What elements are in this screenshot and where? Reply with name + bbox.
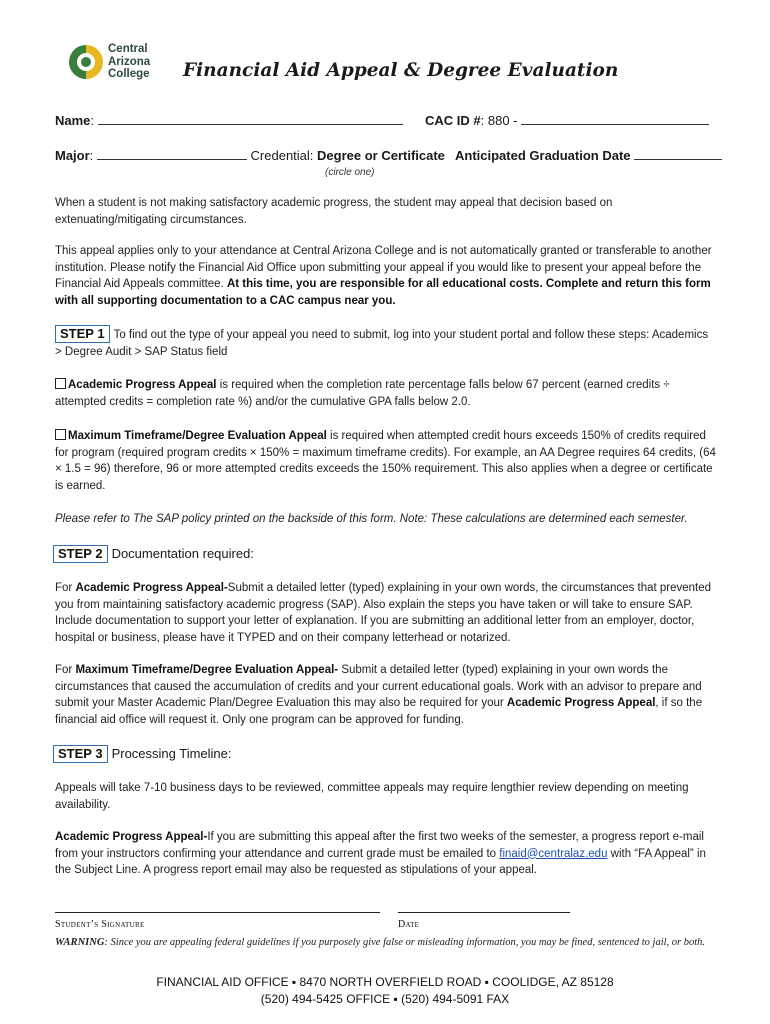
step2-heading: Documentation required:	[111, 546, 254, 561]
logo-line-2: Arizona	[108, 55, 151, 68]
step2-p2-tail: , if so the financial aid office will request it. Only one program can be approved for funding.	[55, 697, 703, 726]
step2-paragraph-2	[55, 662, 717, 728]
name-field-row: Name:	[55, 113, 403, 128]
logo-line-1: Central	[108, 43, 148, 55]
sap-policy-note-text: Please refer to The SAP policy printed on the backside of this form. Note: These calculations are determined each semester.	[55, 513, 688, 525]
step2-p1-bold: Academic Progress Appeal-	[75, 582, 228, 594]
warning-note	[55, 936, 715, 950]
graduation-label: Anticipated Graduation Date	[455, 148, 631, 163]
footer-phone: (520) 494-5425 OFFICE ▪ (520) 494-5091 FAX	[260, 992, 510, 1006]
academic-progress-title: Academic Progress Appeal	[68, 379, 217, 391]
step2-p2-bold2: Academic Progress Appeal	[506, 697, 656, 709]
footer-address: FINANCIAL AID OFFICE ▪ 8470 NORTH OVERFIELD ROAD ▪ COOLIDGE, AZ 85128	[156, 975, 614, 989]
step2-p2-prefix: For	[55, 664, 76, 676]
step3-paragraph-2	[55, 829, 717, 879]
step3-p2-text: If you are submitting this appeal after the first two weeks of the semester, a progress report e-mail from your instructors confirming your attendance and current grade must be emailed to	[55, 831, 704, 860]
max-timeframe-paragraph	[55, 428, 717, 494]
college-logo-mark-icon	[66, 42, 106, 82]
graduation-date-field[interactable]	[634, 148, 722, 160]
step1-text: To find out the type of your appeal you need to submit, log into your student portal and follow these steps: Academics > Degree Audit > SAP Status field	[55, 329, 709, 358]
intro-p2-bold: At this time, you are responsible for all educational costs. Complete and return this form with all supporting documentation to a CAC campus near you.	[55, 278, 711, 307]
credential-value[interactable]: Degree or Certificate	[317, 148, 445, 163]
credential-label: Credential:	[250, 148, 314, 163]
intro-paragraph-2	[55, 243, 717, 309]
credential-note: (circle one)	[325, 167, 375, 178]
step3-heading: Processing Timeline:	[111, 746, 232, 761]
step2-header	[53, 545, 254, 563]
major-label: Major	[55, 148, 90, 163]
major-field-row: Major: Credential: Degree or Certificate	[55, 148, 445, 163]
student-signature-field[interactable]	[55, 912, 380, 913]
cac-id-label: CAC ID #	[425, 113, 481, 128]
page-title: Financial Aid Appeal & Degree Evaluation	[183, 60, 619, 81]
date-label: Date	[398, 919, 420, 930]
step3-p2-bold: Academic Progress Appeal-	[55, 831, 208, 843]
intro-paragraph-1: When a student is not making satisfactory academic progress, the student may appeal that decision based on extenuating/mitigating circumstances.	[55, 197, 613, 226]
name-field[interactable]	[98, 113, 403, 125]
student-signature-label: Student’s Signature	[55, 919, 145, 930]
step3-paragraph-1: Appeals will take 7-10 business days to be reviewed, committee appeals may require lengthier review depending on meeting availability.	[55, 782, 689, 811]
step2-badge: STEP 2	[53, 545, 108, 563]
finaid-email-link[interactable]: finaid@centralaz.edu	[499, 847, 608, 860]
step3-header	[53, 745, 232, 763]
academic-progress-text: is required when the completion rate percentage falls below 67 percent (earned credits ÷ attempted credits = completion rate %) and/or the cumulative GPA falls below 2.0.	[55, 379, 670, 408]
step2-p2-text: Submit a detailed letter (typed) explaining in your own words the circumstances that caused the accumulation of credits and your current educational goals. Work with an advisor to prepare and submit your Master Academic Plan/Degree Evaluation this may also be required for your	[55, 664, 702, 709]
step2-paragraph-1	[55, 580, 717, 646]
date-field[interactable]	[398, 912, 570, 913]
cac-id-field[interactable]	[521, 113, 709, 125]
step1-badge: STEP 1	[55, 325, 110, 343]
step3-p2-tail: with “FA Appeal” in the Subject Line. A progress report email may also be requested as stipulations of your appeal.	[55, 847, 706, 876]
name-label: Name	[55, 113, 91, 128]
step1-paragraph	[55, 325, 717, 360]
step2-p1-prefix: For	[55, 582, 76, 594]
cac-id-prefix: 880 -	[487, 113, 518, 128]
college-logo	[66, 42, 162, 86]
warning-label: WARNING	[55, 937, 105, 948]
max-timeframe-text: is required when attempted credit hours exceeds 150% of credits required for program (required program credits × 150% = maximum timeframe credits). For example, an AA Degree requires 64 credits, (64 × 1.5 = 96) therefore, 96 or more attempted credits exceeds the 150% requirement. This also applies when a degree or certificate is earned.	[55, 430, 716, 492]
college-logo-text	[108, 43, 150, 81]
logo-line-3: College	[108, 68, 150, 80]
step2-p1-text: Submit a detailed letter (typed) explaining in your own words, the circumstances that prevented you from maintaining satisfactory academic progress (SAP). Also explain the steps you have taken or will take to ensure SAP. Include documentation to support your letter of explanation. If you are submitting an additional letter from an employer, doctor, hospital or business, please have it TYPED and on their company letterhead or notarized.	[55, 582, 712, 644]
step2-p2-bold: Maximum Timeframe/Degree Evaluation Appeal-	[75, 664, 339, 676]
sap-policy-note	[55, 511, 717, 528]
cac-id-field-row: CAC ID #: 880 -	[425, 113, 709, 128]
academic-progress-paragraph	[55, 377, 717, 410]
intro-p2-text: This appeal applies only to your attendance at Central Arizona College and is not automatically granted or transferable to another institution. Please notify the Financial Aid Office upon submitting your appeal if you would like to present your appeal before the Financial Aid Appeals committee.	[55, 245, 712, 290]
major-field[interactable]	[97, 148, 247, 160]
max-timeframe-title: Maximum Timeframe/Degree Evaluation Appeal	[68, 430, 327, 442]
warning-text: : Since you are appealing federal guidelines if you purposely give false or misleading information, you may be fined, sentenced to jail, or both.	[104, 937, 706, 948]
academic-progress-checkbox[interactable]	[55, 378, 66, 389]
step3-badge: STEP 3	[53, 745, 108, 763]
graduation-field-row	[455, 148, 722, 163]
max-timeframe-checkbox[interactable]	[55, 429, 66, 440]
